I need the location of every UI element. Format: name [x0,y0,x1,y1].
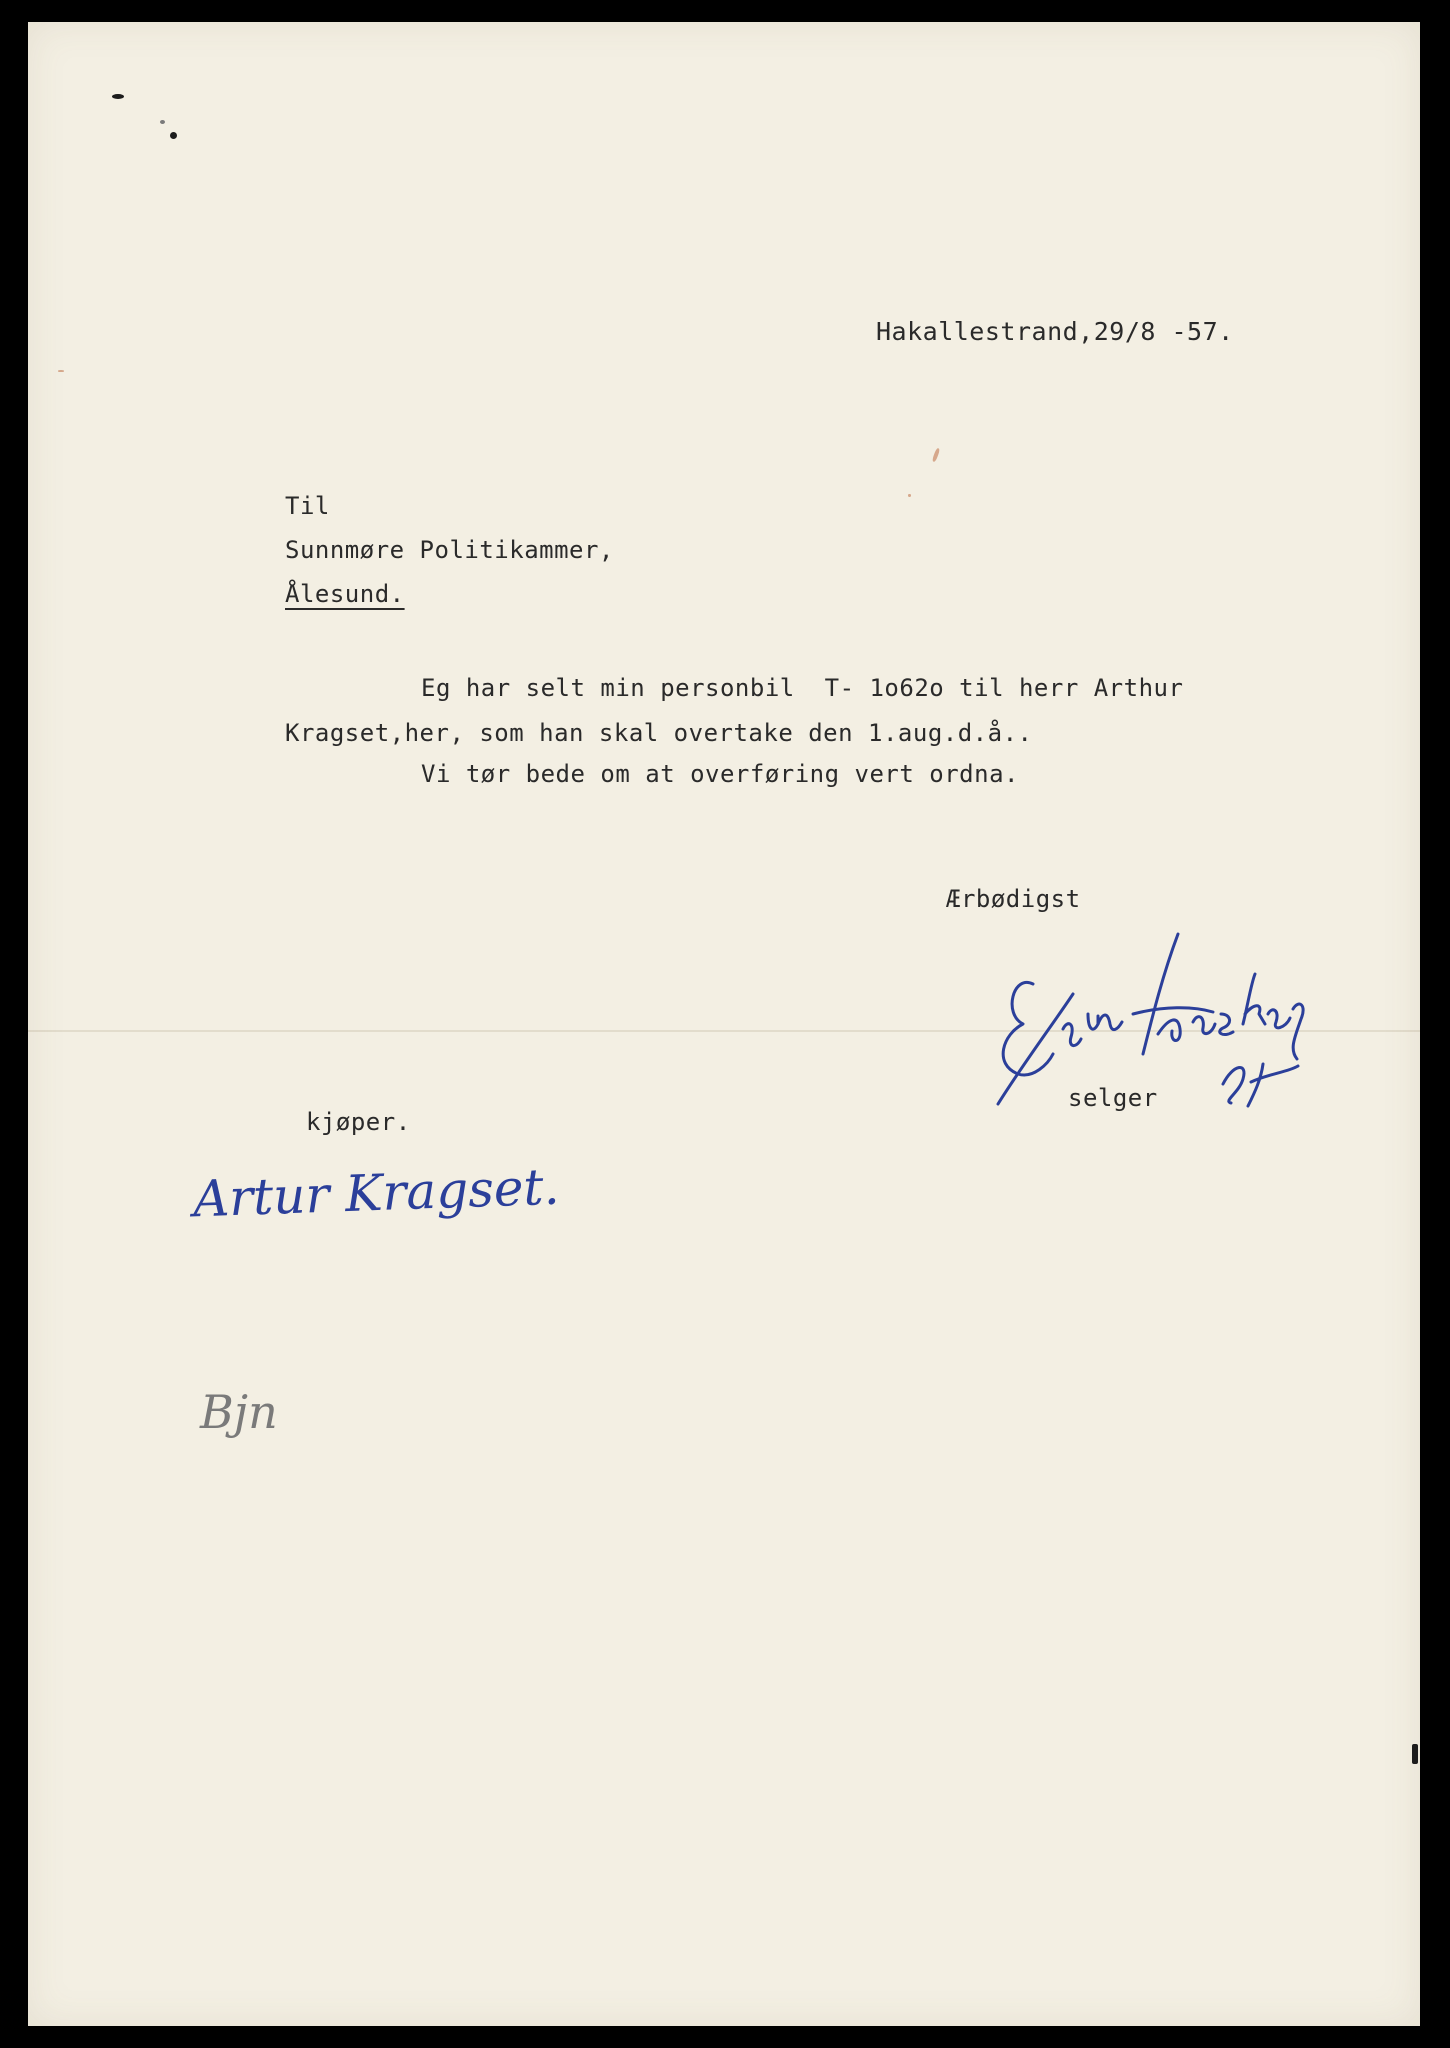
body-line-2: Kragset,her, som han skal overtake den 1.aug.d.å.. [285,719,1033,747]
body-line-1: Eg har selt min personbil T- 1o62o til herr Arthur [421,674,1184,702]
recipient-line-2: Sunnmøre Politikammer, [285,536,614,564]
ink-spot [112,94,124,99]
paper-speck [932,448,941,463]
ink-spot [170,132,177,139]
buyer-signature: Artur Kragset. [192,1157,561,1229]
seller-signature [993,914,1373,1154]
letter-page [28,22,1420,2026]
pencil-initials: Bjn [200,1385,278,1439]
recipient-line-1: Til [285,492,330,520]
recipient-line-3: Ålesund. [285,580,405,608]
seller-label: selger [1068,1084,1158,1112]
buyer-label: kjøper. [306,1108,411,1136]
closing: Ærbødigst [946,885,1081,913]
body-line-3: Vi tør bede om at overføring vert ordna. [421,760,1019,788]
ink-spot [160,120,165,124]
paper-speck [908,494,911,497]
paper-speck [58,370,64,372]
edge-mark [1412,1744,1418,1764]
place-date: Hakallestrand,29/8 -57. [876,317,1234,346]
